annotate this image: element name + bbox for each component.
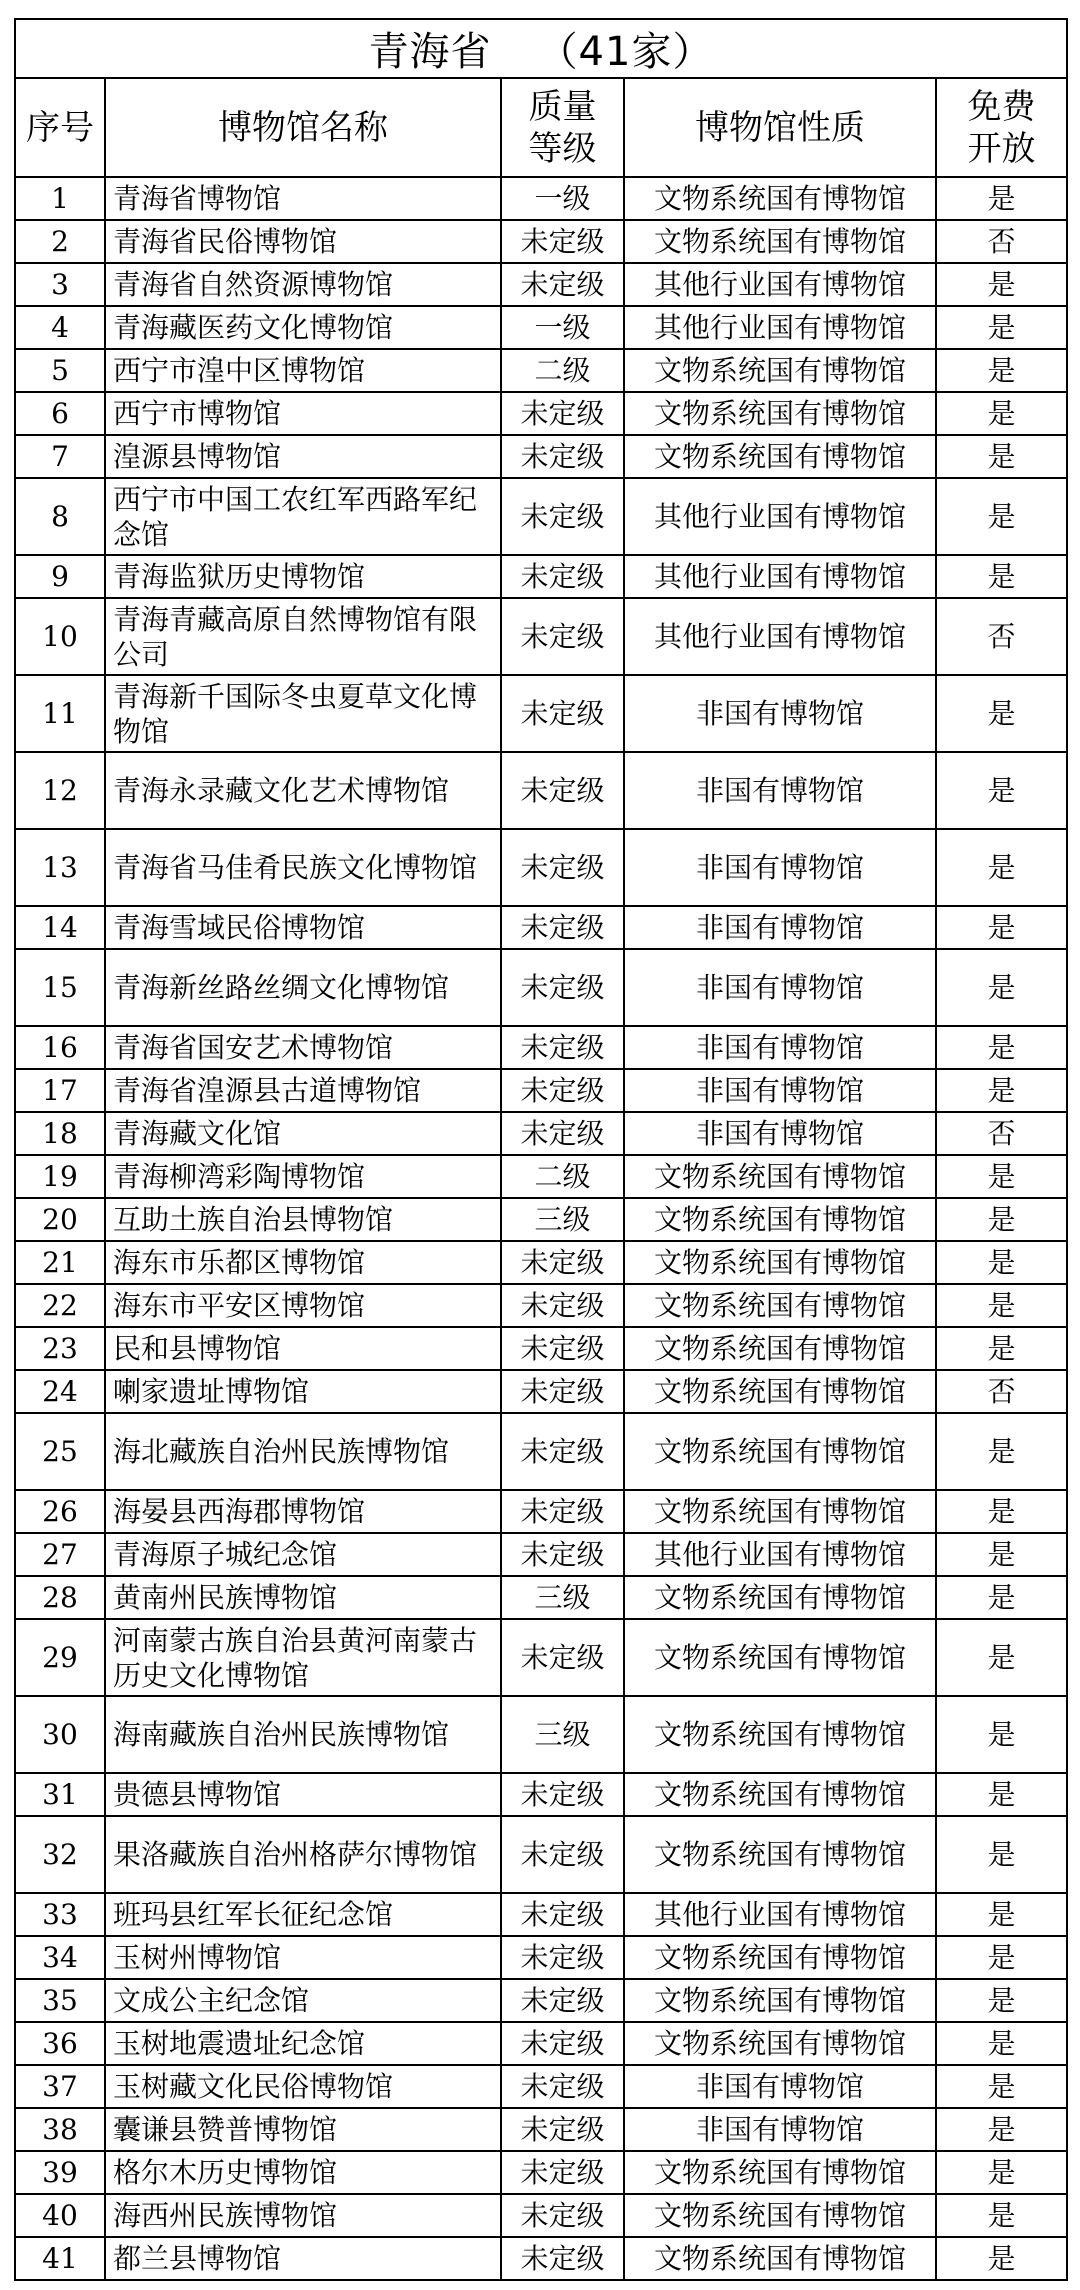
museum-name: 果洛藏族自治州格萨尔博物馆: [105, 1816, 501, 1893]
museum-type: 其他行业国有博物馆: [624, 263, 936, 306]
table-row: [15, 598, 1067, 675]
table-row: [15, 2237, 1067, 2280]
row-number: 28: [15, 1576, 105, 1619]
table-row: [15, 435, 1067, 478]
free-admission: 是: [936, 1619, 1067, 1696]
row-number: 17: [15, 1069, 105, 1112]
row-number: 30: [15, 1696, 105, 1773]
museum-type: 文物系统国有博物馆: [624, 1773, 936, 1816]
table-row: [15, 1370, 1067, 1413]
museum-name: 海北藏族自治州民族博物馆: [105, 1413, 501, 1490]
museum-type: 文物系统国有博物馆: [624, 1413, 936, 1490]
museum-type: 文物系统国有博物馆: [624, 1619, 936, 1696]
museum-type: 非国有博物馆: [624, 752, 936, 829]
free-admission: 是: [936, 2237, 1067, 2280]
museum-type: 非国有博物馆: [624, 1069, 936, 1112]
museum-type: 非国有博物馆: [624, 2065, 936, 2108]
table-row: [15, 752, 1067, 829]
row-number: 7: [15, 435, 105, 478]
table-row: [15, 1936, 1067, 1979]
free-admission: 是: [936, 1413, 1067, 1490]
museum-type: 非国有博物馆: [624, 949, 936, 1026]
table-row: [15, 1241, 1067, 1284]
museum-name: 班玛县红军长征纪念馆: [105, 1893, 501, 1936]
row-number: 4: [15, 306, 105, 349]
quality-grade: 未定级: [501, 2237, 624, 2280]
quality-grade: 未定级: [501, 1327, 624, 1370]
museum-name: 囊谦县赞普博物馆: [105, 2108, 501, 2151]
free-admission: 是: [936, 752, 1067, 829]
free-admission: 是: [936, 1026, 1067, 1069]
museum-name: 青海原子城纪念馆: [105, 1533, 501, 1576]
table-row: [15, 1979, 1067, 2022]
museum-name: 都兰县博物馆: [105, 2237, 501, 2280]
header-name: 博物馆名称: [105, 78, 501, 177]
free-admission: 是: [936, 2065, 1067, 2108]
museum-type: 文物系统国有博物馆: [624, 1936, 936, 1979]
quality-grade: 二级: [501, 349, 624, 392]
free-admission: 是: [936, 1327, 1067, 1370]
museum-name: 玉树地震遗址纪念馆: [105, 2022, 501, 2065]
museum-type: 非国有博物馆: [624, 1026, 936, 1069]
museum-name: 黄南州民族博物馆: [105, 1576, 501, 1619]
museum-type: 文物系统国有博物馆: [624, 1490, 936, 1533]
quality-grade: 未定级: [501, 2151, 624, 2194]
table-row: [15, 1112, 1067, 1155]
free-admission: 是: [936, 263, 1067, 306]
museum-type: 文物系统国有博物馆: [624, 2022, 936, 2065]
table-title: [15, 19, 1067, 78]
table-row: [15, 1533, 1067, 1576]
header-free-line2: 开放: [967, 128, 1036, 169]
museum-name: 青海省自然资源博物馆: [105, 263, 501, 306]
museum-type: 文物系统国有博物馆: [624, 177, 936, 220]
header-grade-line1: 质量: [528, 86, 597, 127]
free-admission: 是: [936, 306, 1067, 349]
row-number: 22: [15, 1284, 105, 1327]
header-no: 序号: [15, 78, 105, 177]
table-row: [15, 1026, 1067, 1069]
free-admission: 是: [936, 1533, 1067, 1576]
quality-grade: 一级: [501, 306, 624, 349]
table-row: [15, 392, 1067, 435]
header-free: [936, 78, 1067, 177]
quality-grade: 一级: [501, 177, 624, 220]
museum-type: 文物系统国有博物馆: [624, 1241, 936, 1284]
row-number: 2: [15, 220, 105, 263]
museum-name: 海晏县西海郡博物馆: [105, 1490, 501, 1533]
museum-type: 其他行业国有博物馆: [624, 555, 936, 598]
free-admission: 是: [936, 1155, 1067, 1198]
row-number: 5: [15, 349, 105, 392]
quality-grade: 未定级: [501, 1069, 624, 1112]
free-admission: 是: [936, 1576, 1067, 1619]
quality-grade: 未定级: [501, 263, 624, 306]
table-row: [15, 906, 1067, 949]
quality-grade: 未定级: [501, 478, 624, 555]
quality-grade: 未定级: [501, 1284, 624, 1327]
museum-name: 玉树州博物馆: [105, 1936, 501, 1979]
row-number: 24: [15, 1370, 105, 1413]
museum-name: 西宁市湟中区博物馆: [105, 349, 501, 392]
quality-grade: 未定级: [501, 906, 624, 949]
row-number: 34: [15, 1936, 105, 1979]
row-number: 8: [15, 478, 105, 555]
free-admission: 是: [936, 829, 1067, 906]
museum-name: 青海省马佳肴民族文化博物馆: [105, 829, 501, 906]
row-number: 38: [15, 2108, 105, 2151]
title-province: 青海省: [368, 29, 492, 75]
table-row: [15, 2065, 1067, 2108]
museum-type: 非国有博物馆: [624, 906, 936, 949]
row-number: 37: [15, 2065, 105, 2108]
museum-type: 文物系统国有博物馆: [624, 1284, 936, 1327]
free-admission: 是: [936, 1069, 1067, 1112]
museum-name: 格尔木历史博物馆: [105, 2151, 501, 2194]
quality-grade: 未定级: [501, 1979, 624, 2022]
quality-grade: 二级: [501, 1155, 624, 1198]
free-admission: 是: [936, 2151, 1067, 2194]
table-row: [15, 675, 1067, 752]
row-number: 32: [15, 1816, 105, 1893]
museum-type: 非国有博物馆: [624, 829, 936, 906]
museum-type: 其他行业国有博物馆: [624, 1893, 936, 1936]
quality-grade: 未定级: [501, 220, 624, 263]
quality-grade: 未定级: [501, 2108, 624, 2151]
row-number: 1: [15, 177, 105, 220]
museum-name: 互助土族自治县博物馆: [105, 1198, 501, 1241]
museum-name: 青海永录藏文化艺术博物馆: [105, 752, 501, 829]
quality-grade: 未定级: [501, 1893, 624, 1936]
row-number: 25: [15, 1413, 105, 1490]
museum-type: 文物系统国有博物馆: [624, 349, 936, 392]
free-admission: 是: [936, 1284, 1067, 1327]
museum-type: 文物系统国有博物馆: [624, 1576, 936, 1619]
museum-name: 青海监狱历史博物馆: [105, 555, 501, 598]
header-type: 博物馆性质: [624, 78, 936, 177]
free-admission: 是: [936, 1936, 1067, 1979]
museum-type: 非国有博物馆: [624, 675, 936, 752]
header-free-line1: 免费: [967, 86, 1036, 127]
museum-type: 其他行业国有博物馆: [624, 478, 936, 555]
museum-type: 文物系统国有博物馆: [624, 1327, 936, 1370]
museum-name: 青海新丝路丝绸文化博物馆: [105, 949, 501, 1026]
row-number: 11: [15, 675, 105, 752]
museum-type: 非国有博物馆: [624, 2108, 936, 2151]
museum-name: 文成公主纪念馆: [105, 1979, 501, 2022]
quality-grade: 三级: [501, 1576, 624, 1619]
free-admission: 是: [936, 435, 1067, 478]
museum-type: 文物系统国有博物馆: [624, 220, 936, 263]
row-number: 31: [15, 1773, 105, 1816]
quality-grade: 未定级: [501, 675, 624, 752]
museum-type: 文物系统国有博物馆: [624, 1155, 936, 1198]
quality-grade: 未定级: [501, 1413, 624, 1490]
museum-type: 文物系统国有博物馆: [624, 1370, 936, 1413]
header-grade-line2: 等级: [528, 128, 597, 169]
museum-name: 海西州民族博物馆: [105, 2194, 501, 2237]
table-row: [15, 949, 1067, 1026]
row-number: 36: [15, 2022, 105, 2065]
free-admission: 是: [936, 349, 1067, 392]
free-admission: 是: [936, 906, 1067, 949]
free-admission: 是: [936, 1893, 1067, 1936]
quality-grade: 未定级: [501, 1241, 624, 1284]
table-row: [15, 1327, 1067, 1370]
table-row: [15, 1069, 1067, 1112]
museum-type: 文物系统国有博物馆: [624, 2194, 936, 2237]
free-admission: 是: [936, 2108, 1067, 2151]
row-number: 12: [15, 752, 105, 829]
row-number: 19: [15, 1155, 105, 1198]
free-admission: 是: [936, 1816, 1067, 1893]
museum-name: 海东市乐都区博物馆: [105, 1241, 501, 1284]
quality-grade: 未定级: [501, 1619, 624, 1696]
quality-grade: 未定级: [501, 1936, 624, 1979]
free-admission: 否: [936, 1370, 1067, 1413]
table-row: [15, 555, 1067, 598]
quality-grade: 未定级: [501, 2194, 624, 2237]
row-number: 20: [15, 1198, 105, 1241]
table-row: [15, 177, 1067, 220]
quality-grade: 三级: [501, 1696, 624, 1773]
table-row: [15, 1816, 1067, 1893]
free-admission: 是: [936, 1773, 1067, 1816]
museum-type: 文物系统国有博物馆: [624, 1198, 936, 1241]
quality-grade: 未定级: [501, 1112, 624, 1155]
museum-name: 湟源县博物馆: [105, 435, 501, 478]
quality-grade: 未定级: [501, 392, 624, 435]
museum-name: 青海青藏高原自然博物馆有限公司: [105, 598, 501, 675]
quality-grade: 未定级: [501, 2065, 624, 2108]
table-row: [15, 263, 1067, 306]
free-admission: 是: [936, 478, 1067, 555]
museum-type: 文物系统国有博物馆: [624, 1696, 936, 1773]
museum-type: 文物系统国有博物馆: [624, 435, 936, 478]
museum-name: 西宁市博物馆: [105, 392, 501, 435]
free-admission: 是: [936, 675, 1067, 752]
museum-name: 玉树藏文化民俗博物馆: [105, 2065, 501, 2108]
row-number: 23: [15, 1327, 105, 1370]
museum-type: 其他行业国有博物馆: [624, 1533, 936, 1576]
row-number: 18: [15, 1112, 105, 1155]
free-admission: 是: [936, 1979, 1067, 2022]
museum-name: 贵德县博物馆: [105, 1773, 501, 1816]
free-admission: 是: [936, 1198, 1067, 1241]
free-admission: 是: [936, 177, 1067, 220]
free-admission: 是: [936, 392, 1067, 435]
free-admission: 是: [936, 555, 1067, 598]
free-admission: 是: [936, 2194, 1067, 2237]
quality-grade: 未定级: [501, 1816, 624, 1893]
quality-grade: 未定级: [501, 598, 624, 675]
row-number: 29: [15, 1619, 105, 1696]
row-number: 27: [15, 1533, 105, 1576]
quality-grade: 未定级: [501, 752, 624, 829]
museum-type: 其他行业国有博物馆: [624, 306, 936, 349]
museum-type: 文物系统国有博物馆: [624, 2237, 936, 2280]
museum-table: [14, 18, 1068, 2281]
quality-grade: 未定级: [501, 1773, 624, 1816]
row-number: 16: [15, 1026, 105, 1069]
table-row: [15, 1893, 1067, 1936]
quality-grade: 未定级: [501, 555, 624, 598]
museum-name: 青海新千国际冬虫夏草文化博物馆: [105, 675, 501, 752]
free-admission: 是: [936, 2022, 1067, 2065]
museum-name: 海南藏族自治州民族博物馆: [105, 1696, 501, 1773]
table-row: [15, 2194, 1067, 2237]
table-row: [15, 220, 1067, 263]
table-row: [15, 1198, 1067, 1241]
title-count: （41家）: [537, 29, 714, 75]
row-number: 26: [15, 1490, 105, 1533]
free-admission: 否: [936, 220, 1067, 263]
free-admission: 是: [936, 1490, 1067, 1533]
table-row: [15, 2022, 1067, 2065]
row-number: 39: [15, 2151, 105, 2194]
quality-grade: 三级: [501, 1198, 624, 1241]
table-row: [15, 1155, 1067, 1198]
museum-name: 青海柳湾彩陶博物馆: [105, 1155, 501, 1198]
museum-name: 青海省博物馆: [105, 177, 501, 220]
header-row: [15, 78, 1067, 177]
row-number: 14: [15, 906, 105, 949]
museum-name: 喇家遗址博物馆: [105, 1370, 501, 1413]
table-row: [15, 2108, 1067, 2151]
header-grade: [501, 78, 624, 177]
table-row: [15, 306, 1067, 349]
quality-grade: 未定级: [501, 2022, 624, 2065]
museum-name: 民和县博物馆: [105, 1327, 501, 1370]
row-number: 33: [15, 1893, 105, 1936]
museum-type: 其他行业国有博物馆: [624, 598, 936, 675]
row-number: 35: [15, 1979, 105, 2022]
museum-name: 青海省湟源县古道博物馆: [105, 1069, 501, 1112]
museum-type: 文物系统国有博物馆: [624, 1816, 936, 1893]
quality-grade: 未定级: [501, 1370, 624, 1413]
table-row: [15, 478, 1067, 555]
museum-type: 文物系统国有博物馆: [624, 392, 936, 435]
row-number: 3: [15, 263, 105, 306]
table-row: [15, 2151, 1067, 2194]
row-number: 41: [15, 2237, 105, 2280]
quality-grade: 未定级: [501, 1533, 624, 1576]
museum-name: 青海藏文化馆: [105, 1112, 501, 1155]
table-row: [15, 1773, 1067, 1816]
row-number: 13: [15, 829, 105, 906]
museum-type: 文物系统国有博物馆: [624, 2151, 936, 2194]
row-number: 21: [15, 1241, 105, 1284]
table-row: [15, 1576, 1067, 1619]
museum-type: 文物系统国有博物馆: [624, 1979, 936, 2022]
museum-name: 海东市平安区博物馆: [105, 1284, 501, 1327]
row-number: 10: [15, 598, 105, 675]
free-admission: 是: [936, 1696, 1067, 1773]
table-row: [15, 829, 1067, 906]
quality-grade: 未定级: [501, 1026, 624, 1069]
museum-name: 青海省民俗博物馆: [105, 220, 501, 263]
table-row: [15, 1696, 1067, 1773]
quality-grade: 未定级: [501, 949, 624, 1026]
table-row: [15, 349, 1067, 392]
museum-type: 非国有博物馆: [624, 1112, 936, 1155]
free-admission: 否: [936, 598, 1067, 675]
free-admission: 否: [936, 1112, 1067, 1155]
row-number: 40: [15, 2194, 105, 2237]
museum-name: 青海藏医药文化博物馆: [105, 306, 501, 349]
table-row: [15, 1284, 1067, 1327]
quality-grade: 未定级: [501, 1490, 624, 1533]
table-row: [15, 1413, 1067, 1490]
museum-name: 青海省国安艺术博物馆: [105, 1026, 501, 1069]
row-number: 6: [15, 392, 105, 435]
quality-grade: 未定级: [501, 829, 624, 906]
free-admission: 是: [936, 1241, 1067, 1284]
museum-name: 西宁市中国工农红军西路军纪念馆: [105, 478, 501, 555]
row-number: 15: [15, 949, 105, 1026]
free-admission: 是: [936, 949, 1067, 1026]
museum-name: 河南蒙古族自治县黄河南蒙古历史文化博物馆: [105, 1619, 501, 1696]
quality-grade: 未定级: [501, 435, 624, 478]
museum-name: 青海雪域民俗博物馆: [105, 906, 501, 949]
table-row: [15, 1619, 1067, 1696]
table-row: [15, 1490, 1067, 1533]
row-number: 9: [15, 555, 105, 598]
